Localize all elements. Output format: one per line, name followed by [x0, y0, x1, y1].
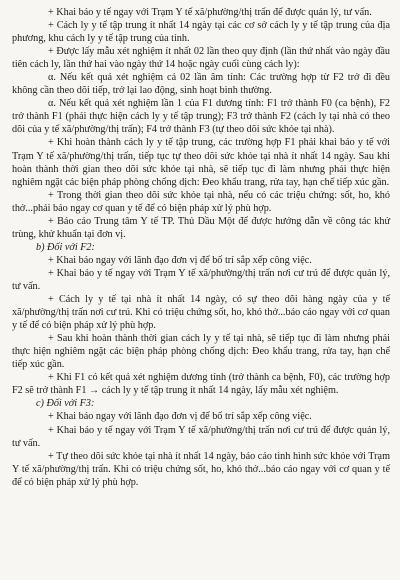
paragraph: + Sau khi hoàn thành thời gian cách ly y tế tại nhà, sẽ tiếp tục đi làm nhưng phải thực hiện nghiêm ngặt các biện pháp phòng chống dịch: Đeo khẩu trang, rửa tay, hạn chế tiếp xúc gần. — [12, 333, 390, 371]
section-heading: c) Đối với F3: — [36, 398, 95, 410]
paragraph: α. Nếu kết quả xét nghiệm cả 02 lần âm tính: Các trường hợp từ F2 trở đi đều không cần theo dõi tiếp, trở lại lao động, sinh hoạt bình thường. — [12, 72, 390, 97]
paragraph: + Khi hoàn thành cách ly y tế tập trung, các trường hợp F1 phải khai báo y tế với Trạm Y tế xã/phường/thị trấn, tiếp tục tự theo dõi sức khỏe tại nhà ít nhất 14 ngày. Sau khi hoàn thành thời gian theo dõi sức khỏe tại nhà, sẽ tiếp tục đi làm nhưng phải thực hiện nghiêm ngặt các biện pháp phòng chống dịch: Đeo khẩu trang, rửa tay, hạn chế tiếp xúc gần. — [12, 137, 390, 188]
paragraph: + Khai báo y tế ngay với Trạm Y tế xã/phường/thị trấn nơi cư trú để được quản lý, tư vấn. — [12, 267, 390, 292]
section-heading: b) Đối với F2: — [36, 241, 95, 253]
paragraph: + Cách ly y tế tại nhà ít nhất 14 ngày, có sự theo dõi hàng ngày của y tế xã/phường/thị trấn nơi cư trú. Khi có triệu chứng sốt, ho, khó thở...báo cáo ngay với cơ quan y tế để có biện pháp xử lý phù hợp. — [12, 294, 390, 332]
paragraph: + Khai báo ngay với lãnh đạo đơn vị để bố trí sắp xếp công việc. — [48, 411, 312, 423]
paragraph: + Báo cáo Trung tâm Y tế TP. Thủ Dầu Một để được hướng dẫn về công tác khử trùng, khử khuẩn tại đơn vị. — [12, 215, 390, 240]
paragraph: + Khi F1 có kết quả xét nghiệm dương tính (trở thành ca bệnh, F0), các trường hợp F2 sẽ trở thành F1 → cách ly y tế tập trung ít nhất 14 ngày, lấy mẫu xét nghiệm. — [12, 372, 390, 397]
paragraph: + Khai báo ngay với lãnh đạo đơn vị để bố trí sắp xếp công việc. — [48, 254, 312, 266]
paragraph: + Tự theo dõi sức khỏe tại nhà ít nhất 14 ngày, báo cáo tình hình sức khỏe với Trạm Y tế xã/phường/thị trấn. Khi có triệu chứng sốt, ho, khó thở...báo cáo ngay với cơ quan y tế để có biện pháp xử lý phù hợp. — [12, 450, 390, 488]
paragraph: α. Nếu kết quả xét nghiệm lần 1 của F1 dương tính: F1 trở thành F0 (ca bệnh), F2 trở thành F1 (phải thực hiện cách ly y tế tập trung); F3 trở thành F2 (cách ly tại nhà có theo dõi của y tế xã/phường/thị trấn); F4 trở thành F3 (tự theo dõi sức khỏe tại nhà). — [12, 98, 390, 136]
paragraph: + Trong thời gian theo dõi sức khỏe tại nhà, nếu có các triệu chứng: sốt, ho, khó thở...phải báo ngay cơ quan y tế để có biện pháp xử lý phù hợp. — [12, 189, 390, 214]
paragraph: + Được lấy mẫu xét nghiệm ít nhất 02 lần theo quy định (lần thứ nhất vào ngày đầu tiên cách ly, lần thứ hai vào ngày thứ 14 hoặc ngày cuối cùng cách ly): — [12, 46, 390, 71]
paragraph: + Cách ly y tế tập trung ít nhất 14 ngày tại các cơ sở cách ly y tế tập trung của địa phương, khu cách ly y tế tập trung của tỉnh. — [12, 20, 390, 45]
paragraph: + Khai báo y tế ngay với Trạm Y tế xã/phường/thị trấn nơi cư trú để được quản lý, tư vấn. — [12, 424, 390, 449]
paragraph: + Khai báo y tế ngay với Trạm Y tế xã/phường/thị trấn để được quản lý, tư vấn. — [48, 7, 372, 18]
